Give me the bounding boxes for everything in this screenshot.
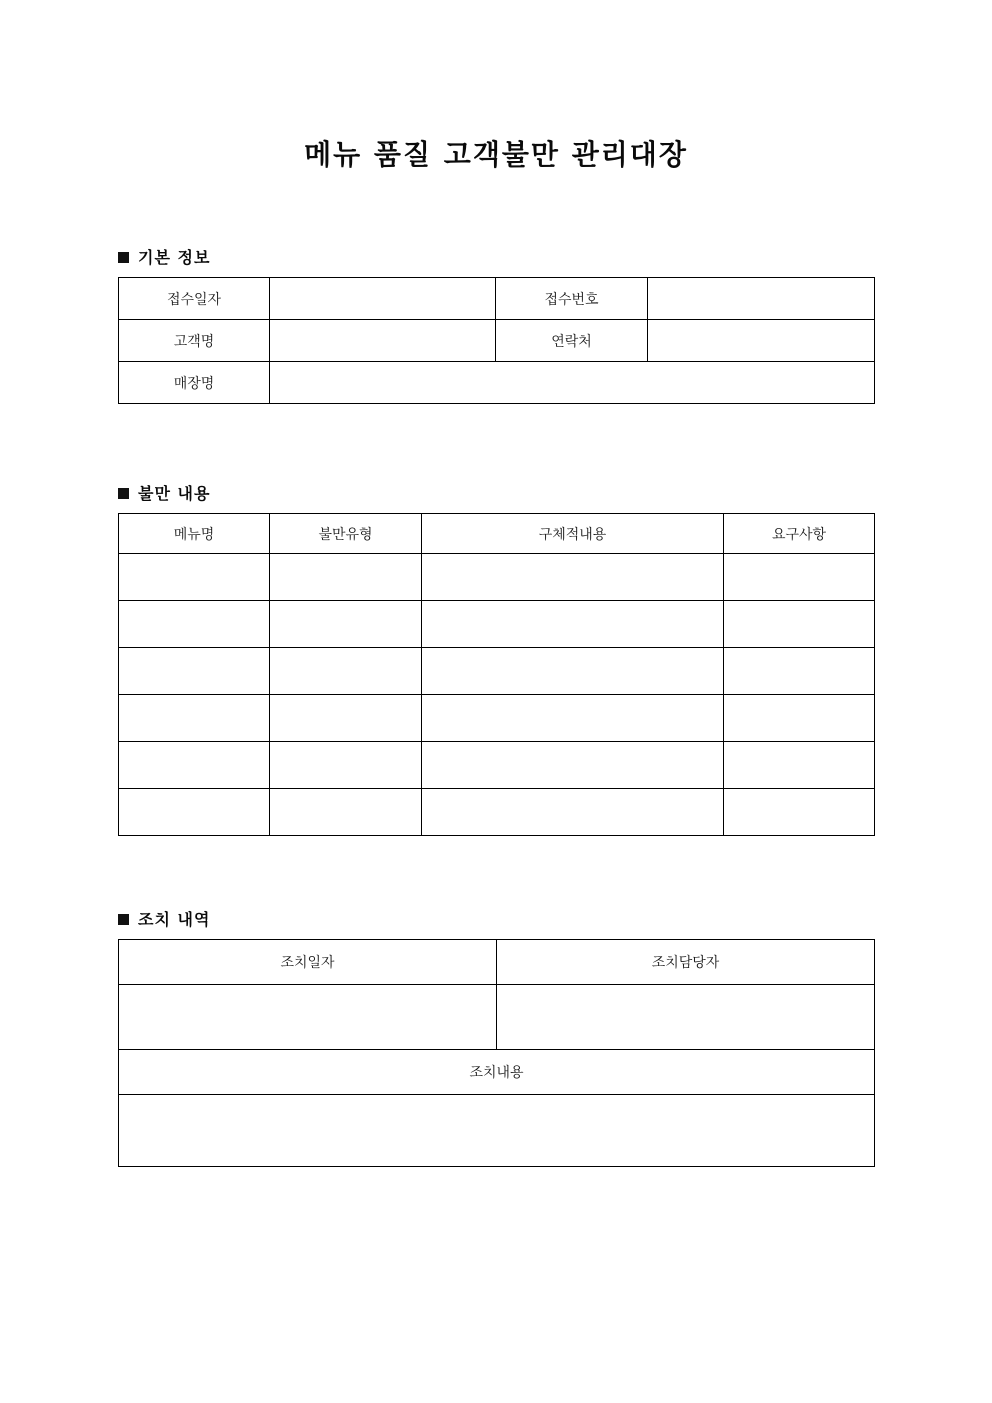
column-header-request: 요구사항 <box>724 514 875 554</box>
cell-request[interactable] <box>724 648 875 695</box>
cell-complaint-type[interactable] <box>270 742 422 789</box>
cell-complaint-type[interactable] <box>270 789 422 836</box>
section-complaint-details <box>118 484 874 836</box>
cell-detail[interactable] <box>422 695 724 742</box>
section-heading-basic-info <box>118 248 874 267</box>
table-row <box>119 362 875 404</box>
cell-menu-name[interactable] <box>119 789 270 836</box>
cell-request[interactable] <box>724 789 875 836</box>
label-contact: 연락처 <box>496 320 648 362</box>
table-row <box>119 278 875 320</box>
cell-request[interactable] <box>724 554 875 601</box>
cell-request[interactable] <box>724 695 875 742</box>
field-action-date[interactable] <box>119 985 497 1050</box>
table-header-row <box>119 940 875 985</box>
field-receipt-number[interactable] <box>648 278 875 320</box>
cell-menu-name[interactable] <box>119 601 270 648</box>
field-action-person[interactable] <box>497 985 875 1050</box>
cell-complaint-type[interactable] <box>270 695 422 742</box>
label-store-name: 매장명 <box>119 362 270 404</box>
cell-complaint-type[interactable] <box>270 554 422 601</box>
cell-menu-name[interactable] <box>119 554 270 601</box>
column-header-action-person: 조치담당자 <box>497 940 875 985</box>
bullet-square-icon <box>118 252 129 263</box>
table-row <box>119 789 875 836</box>
complaint-details-table <box>118 513 875 836</box>
basic-info-table <box>118 277 875 404</box>
table-row <box>119 695 875 742</box>
bullet-square-icon <box>118 914 129 925</box>
column-header-complaint-type: 불만유형 <box>270 514 422 554</box>
table-row <box>119 554 875 601</box>
cell-detail[interactable] <box>422 742 724 789</box>
column-header-detail: 구체적내용 <box>422 514 724 554</box>
page-title: 메뉴 품질 고객불만 관리대장 <box>304 138 688 171</box>
bullet-square-icon <box>118 488 129 499</box>
label-customer-name: 고객명 <box>119 320 270 362</box>
column-header-menu-name: 메뉴명 <box>119 514 270 554</box>
table-row <box>119 742 875 789</box>
label-receipt-date: 접수일자 <box>119 278 270 320</box>
cell-detail[interactable] <box>422 554 724 601</box>
cell-detail[interactable] <box>422 648 724 695</box>
table-row <box>119 1095 875 1167</box>
column-header-action-content: 조치내용 <box>119 1050 875 1095</box>
field-contact[interactable] <box>648 320 875 362</box>
table-row <box>119 648 875 695</box>
cell-detail[interactable] <box>422 789 724 836</box>
field-customer-name[interactable] <box>270 320 496 362</box>
table-row <box>119 320 875 362</box>
cell-menu-name[interactable] <box>119 695 270 742</box>
table-row <box>119 601 875 648</box>
cell-complaint-type[interactable] <box>270 601 422 648</box>
field-action-content[interactable] <box>119 1095 875 1167</box>
cell-complaint-type[interactable] <box>270 648 422 695</box>
section-heading-label: 조치 내역 <box>138 910 211 929</box>
section-heading-complaint-details <box>118 484 874 503</box>
table-row <box>119 985 875 1050</box>
table-header-row <box>119 514 875 554</box>
section-heading-label: 기본 정보 <box>138 248 211 267</box>
table-header-row <box>119 1050 875 1095</box>
section-heading-action-history <box>118 910 874 929</box>
cell-request[interactable] <box>724 742 875 789</box>
field-store-name[interactable] <box>270 362 875 404</box>
action-history-table <box>118 939 875 1167</box>
section-action-history <box>118 910 874 1167</box>
section-basic-info <box>118 248 874 404</box>
cell-request[interactable] <box>724 601 875 648</box>
cell-menu-name[interactable] <box>119 742 270 789</box>
cell-menu-name[interactable] <box>119 648 270 695</box>
section-heading-label: 불만 내용 <box>138 484 211 503</box>
field-receipt-date[interactable] <box>270 278 496 320</box>
column-header-action-date: 조치일자 <box>119 940 497 985</box>
cell-detail[interactable] <box>422 601 724 648</box>
label-receipt-number: 접수번호 <box>496 278 648 320</box>
